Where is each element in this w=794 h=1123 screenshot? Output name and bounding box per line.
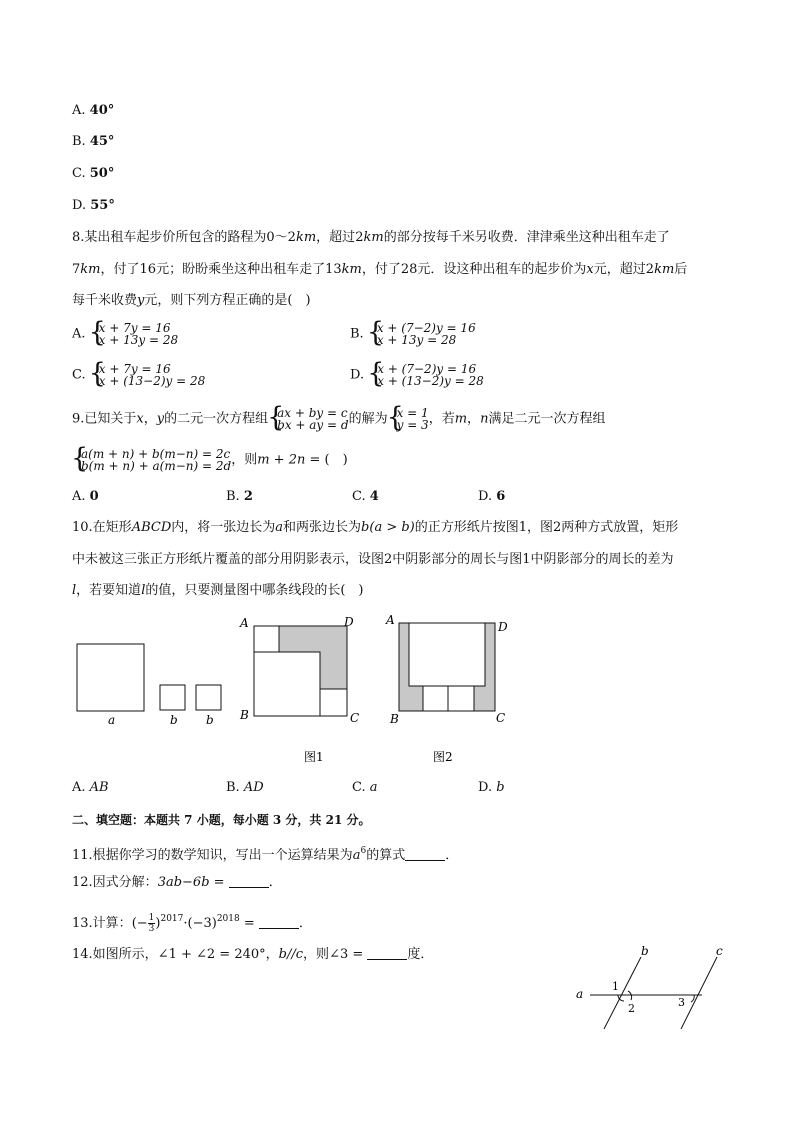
fig2-label-D: D: [498, 620, 508, 634]
fig1-label-B: B: [240, 708, 249, 722]
figure-1: [239, 615, 359, 725]
label-b-2: b: [206, 713, 214, 727]
label-c: c: [716, 944, 723, 958]
q8-option-d: D. { x + (7−2)y = 16 x + (13−2)y = 28: [350, 363, 484, 387]
q7-option-c: C. 50°: [72, 166, 115, 181]
q8-stem-line2: 7km，付了16元；盼盼乘坐这种出租车走了13km，付了28元．设这种出租车的起步价为x元，超过2km后: [72, 262, 688, 277]
q10-option-a: A. AB: [72, 780, 109, 795]
square-b-2: [196, 685, 221, 710]
q9-option-d: D. 6: [478, 489, 506, 504]
q10-stem-line2: 中未被这三张正方形纸片覆盖的部分用阴影表示，设图2中阴影部分的周长与图1中阴影部分的周长的差为: [72, 552, 674, 567]
q12-answer-blank[interactable]: [229, 873, 269, 888]
caption-figure-1: 图1: [304, 750, 324, 764]
q10-option-c: C. a: [352, 780, 378, 795]
q14-figure: [560, 940, 740, 1035]
q10-stem-line3: l，若要知道l的值，只要测量图中哪条线段的长( ): [72, 583, 364, 598]
q7-option-d: D. 55°: [72, 198, 115, 213]
caption-figure-2: 图2: [433, 750, 453, 764]
q8-option-a: A. { x + 7y = 16 x + 13y = 28: [72, 322, 178, 346]
square-b-1: [160, 685, 185, 710]
fig1-label-A: A: [240, 616, 249, 630]
fig1-label-C: C: [350, 711, 360, 725]
label-b: b: [641, 944, 649, 958]
q14: 14.如图所示，∠1 + ∠2 = 240°，b//c，则∠3 = 度．: [72, 947, 434, 962]
label-a: a: [576, 987, 584, 1001]
fig2-label-A: A: [386, 613, 395, 627]
q13: 13.计算：(− $\frac{1}{3}$ )$^{2017}\cdot(-3)^{2018}$ = ．: [72, 913, 312, 934]
q10-figure: [60, 605, 530, 770]
q11-answer-blank[interactable]: [405, 846, 445, 861]
q13-answer-blank[interactable]: [259, 914, 299, 929]
square-a: [77, 644, 144, 711]
section-2-heading: 二、填空题：本题共 7 小题，每小题 3 分，共 21 分。: [72, 813, 371, 827]
label-b-1: b: [170, 713, 178, 727]
q8-stem-line1: 8.某出租车起步价所包含的路程为0～2km，超过2km的部分按每千米另收费．津津乘坐这种出租车走了: [72, 230, 670, 245]
q11: 11.根据你学习的数学知识，写出一个运算结果为$a^6$的算式 ．: [72, 846, 459, 863]
line-c: [681, 957, 717, 1029]
q9-stem-line1: 9.已知关于x，y的二元一次方程组 { ax + by = c bx + ay = d 的解为 { x = 1 y = 3 ，若m，n满足二元一次方程组: [72, 407, 605, 431]
q8-stem-line3: 每千米收费y元，则下列方程正确的是( ): [72, 293, 311, 308]
q9-option-a: A. 0: [72, 489, 99, 504]
q14-answer-blank[interactable]: [367, 945, 407, 960]
q9-option-c: C. 4: [352, 489, 379, 504]
fig2-label-C: C: [496, 711, 506, 725]
q7-option-a: A. 40°: [72, 103, 115, 118]
figure-2: [385, 613, 508, 726]
q10-option-b: B. AD: [226, 780, 264, 795]
q8-option-c: C. { x + 7y = 16 x + (13−2)y = 28: [72, 363, 205, 387]
angle-2: 2: [628, 1002, 635, 1015]
angle-3: 3: [678, 996, 685, 1009]
q12: 12.因式分解：3ab−6b = ．: [72, 875, 282, 890]
q7-option-b: B. 45°: [72, 134, 115, 149]
line-b: [604, 957, 641, 1029]
angle-1: 1: [612, 980, 619, 993]
q8-option-b: B. { x + (7−2)y = 16 x + 13y = 28: [350, 322, 476, 346]
q10-stem-line1: 10.在矩形ABCD内，将一张边长为a和两张边长为b(a > b)的正方形纸片按图1，图2两种方式放置，矩形: [72, 520, 679, 535]
label-a: a: [108, 713, 116, 727]
fig2-label-B: B: [390, 712, 399, 726]
q9-stem-line2: { a(m + n) + b(m−n) = 2c b(m + n) + a(m−n) = 2d ，则m + 2n = ( ): [72, 448, 348, 472]
q10-option-d: D. b: [478, 780, 505, 795]
q9-option-b: B. 2: [226, 489, 253, 504]
fig1-label-D: D: [344, 615, 354, 629]
